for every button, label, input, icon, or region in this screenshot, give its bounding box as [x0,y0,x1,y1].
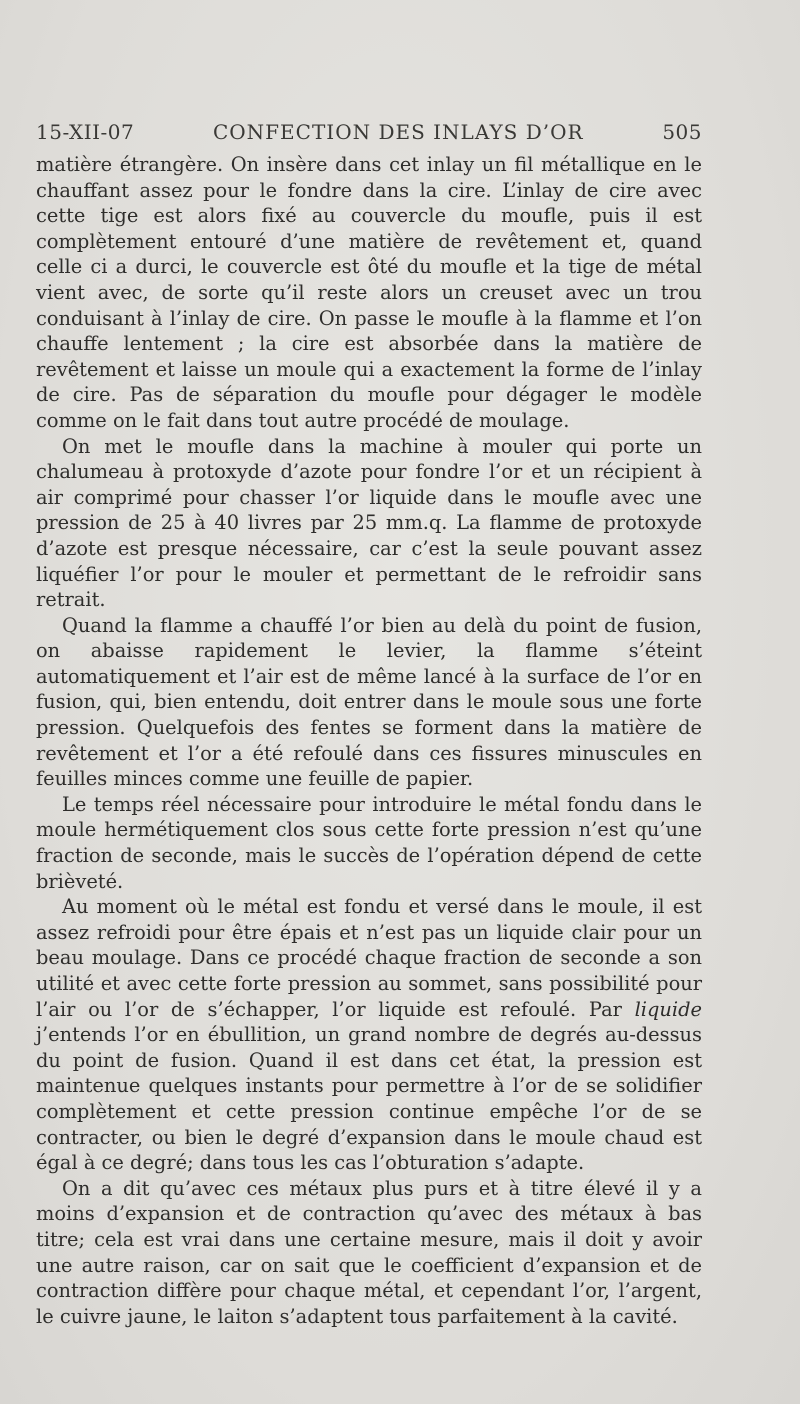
paragraph-text: matière étrangère. On insère dans cet inlay un fil métallique en le chauffant assez pour le fondre dans la cire. L’inlay de cire avec cette tige est alors fixé au couvercle du moufle, puis il est complètement entouré d’une matière de revêtement et, quand celle ci a durci, le couvercle est ôté du moufle et la tige de métal vient avec, de sorte qu’il reste alors un creuset avec un trou conduisant à l’inlay de cire. On passe le moufle à la flamme et l’on chauffe lentement ; la cire est absorbée dans la matière de revêtement et laisse un moule qui a exactement la forme de l’inlay de cire. Pas de séparation du moufle pour dégager le modèle comme on le fait dans tout autre procédé de moulage. [36,153,702,432]
paragraph-text: j’entends l’or en ébullition, un grand nombre de degrés au-dessus du point de fusion. Quand il est dans cet état, la pression est maintenue quelques instants pour permettre à l’or de se solidifier complètement et cette pression continue empêche l’or de se contracter, ou bien le degré d’expansion dans le moule chaud est égal à ce degré; dans tous les cas l’obturation s’adapte. [36,1023,702,1175]
paragraph-text: Au moment où le métal est fondu et versé dans le moule, il est assez refroidi pour être épais et n’est pas un liquide clair pour un beau moulage. Dans ce procédé chaque fraction de seconde a son utilité et avec cette forte pression au sommet, sans possibilité pour l’air ou l’or de s’échapper, l’or liquide est refoulé. Par [36,895,702,1021]
running-head [36,120,702,144]
header-title: CONFECTION DES INLAYS D’OR [212,120,584,144]
paragraph-text: Quand la flamme a chauffé l’or bien au delà du point de fusion, on abaisse rapidement le levier, la flamme s’éteint automatiquement et l’air est de même lancé à la surface de l’or en fusion, qui, bien entendu, doit entrer dans le moule sous une forte pression. Quelquefois des fentes se forment dans la matière de revêtement et l’or a été refoulé dans ces fissures minuscules en feuilles minces comme une feuille de papier. [36,613,702,791]
paragraph [36,613,702,792]
paragraph [36,894,702,1176]
paragraph-text: Le temps réel nécessaire pour introduire le métal fondu dans le moule hermétiquement clos sous cette forte pression n’est qu’une fraction de seconde, mais le succès de l’opération dépend de cette brièveté. [36,792,702,893]
paragraph [36,152,702,434]
paragraph [36,434,702,613]
page-number: 505 [662,120,702,144]
paragraph-text: On met le moufle dans la machine à mouler qui porte un chalumeau à protoxyde d’azote pour fondre l’or et un récipient à air comprimé pour chasser l’or liquide dans le moufle avec une pression de 25 à 40 livres par 25 mm.q. La flamme de protoxyde d’azote est presque nécessaire, car c’est la seule pouvant assez liquéfier l’or pour le mouler et permettant de le refroidir sans retrait. [36,434,702,612]
body-text [36,152,702,1329]
paragraph-text: On a dit qu’avec ces métaux plus purs et à titre élevé il y a moins d’expansion et de contraction qu’avec des métaux à bas titre; cela est vrai dans une certaine mesure, mais il doit y avoir une autre raison, car on sait que le coefficient d’expansion et de contraction diffère pour chaque métal, et cependant l’or, l’argent, le cuivre jaune, le laiton s’adaptent tous parfaitement à la cavité. [36,1176,702,1328]
paragraph [36,792,702,894]
italic-text: liquide [634,997,702,1021]
header-date: 15-XII-07 [36,120,135,144]
paragraph [36,1176,702,1330]
